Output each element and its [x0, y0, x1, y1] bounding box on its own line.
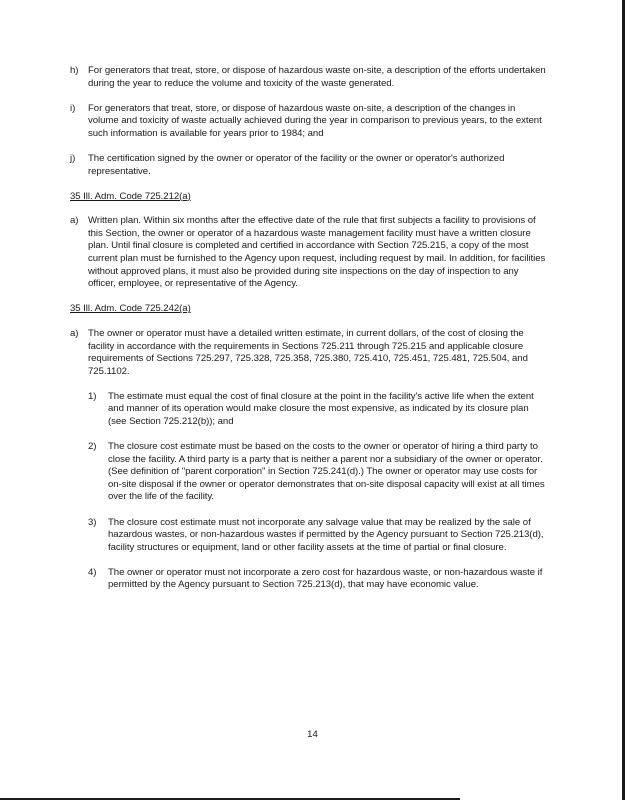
sublist-item-text: The owner or operator must not incorporate a zero cost for hazardous waste, or non-hazardous waste if permitted by the Agency pursuant to Section 725.213(d), that may have economic value. [108, 566, 543, 591]
list-marker: j) [70, 152, 76, 164]
list-item-text: For generators that treat, store, or dispose of hazardous waste on-site, a description of the changes in volume and toxicity of waste actually achieved during the year in comparison to previous years, to the extent such information is available for years prior to 1984; and [88, 102, 542, 139]
sublist-item-text: The closure cost estimate must not incorporate any salvage value that may be realized by the sale of hazardous wastes, or non-hazardous wastes if permitted by the Agency pursuant to Section 725.213(d), facility structures or equipment, land or other facility assets at the time of partial or final closure. [108, 516, 544, 553]
sublist-item-text: The closure cost estimate must be based on the costs to the owner or operator of hiring a third party to close the facility. A third party is a party that is neither a parent nor a subsidiary of the owner or operator. (See definition of "parent corporation" in Section 725.241(d).) The owner or operator may use costs for on-site disposal if the owner or operator demonstrates that on-site disposal capacity will exist at all times over the life of the facility. [108, 441, 545, 503]
document-body [70, 65, 548, 605]
sublist-item-text: The estimate must equal the cost of final closure at the point in the facility's active life when the extent and manner of its operation would make closure the most expensive, as indicated by its closure plan (see Section 725.212(b)); and [108, 390, 534, 427]
sublist-marker: 1) [88, 390, 97, 402]
sublist-marker: 2) [88, 441, 97, 453]
sublist-marker: 3) [88, 516, 97, 528]
list-item-i [70, 103, 548, 141]
list-marker: a) [70, 327, 79, 339]
list-marker: h) [70, 65, 79, 76]
section-725-212-a [70, 215, 548, 291]
list-item-text: Written plan. Within six months after the effective date of the rule that first subjects a facility to provisions of this Section, the owner or operator of a hazardous waste management facility must have a written closure plan. Until final closure is completed and certified in accordance with Section 725.215, a copy of the most current plan must be furnished to the Agency upon request, including request by mail. In addition, for facilities without approved plans, it must also be provided during site inspections on the day of inspection to any officer, employee, or representative of the Agency. [88, 215, 546, 290]
sublist-item-2 [88, 441, 548, 504]
list-marker: i) [70, 102, 76, 114]
section-heading-725-212: 35 Ill. Adm. Code 725.212(a) [70, 190, 191, 202]
list-item-text: The certification signed by the owner or operator of the facility or the owner or operator's authorized representative. [88, 152, 505, 177]
list-item-j [70, 153, 548, 178]
section-725-242-a [70, 328, 548, 378]
sublist-item-1 [88, 391, 548, 429]
list-item-text: For generators that treat, store, or dispose of hazardous waste on-site, a description of the efforts undertaken during the year to reduce the volume and toxicity of the waste generated. [88, 65, 546, 89]
list-marker: a) [70, 215, 79, 227]
sublist-item-3 [88, 517, 548, 555]
section-heading-725-242: 35 Ill. Adm. Code 725.242(a) [70, 303, 191, 315]
sublist-marker: 4) [88, 566, 97, 578]
list-item-h [70, 65, 548, 90]
page-number: 14 [307, 729, 318, 740]
sublist-item-4 [88, 567, 548, 592]
list-item-text: The owner or operator must have a detailed written estimate, in current dollars, of the cost of closing the facility in accordance with the requirements in Sections 725.211 through 725.215 and applicable closure requirements of Sections 725.297, 725.328, 725.358, 725.380, 725.410, 725.451, 725.481, 725.504, and 725.1102. [88, 327, 528, 377]
